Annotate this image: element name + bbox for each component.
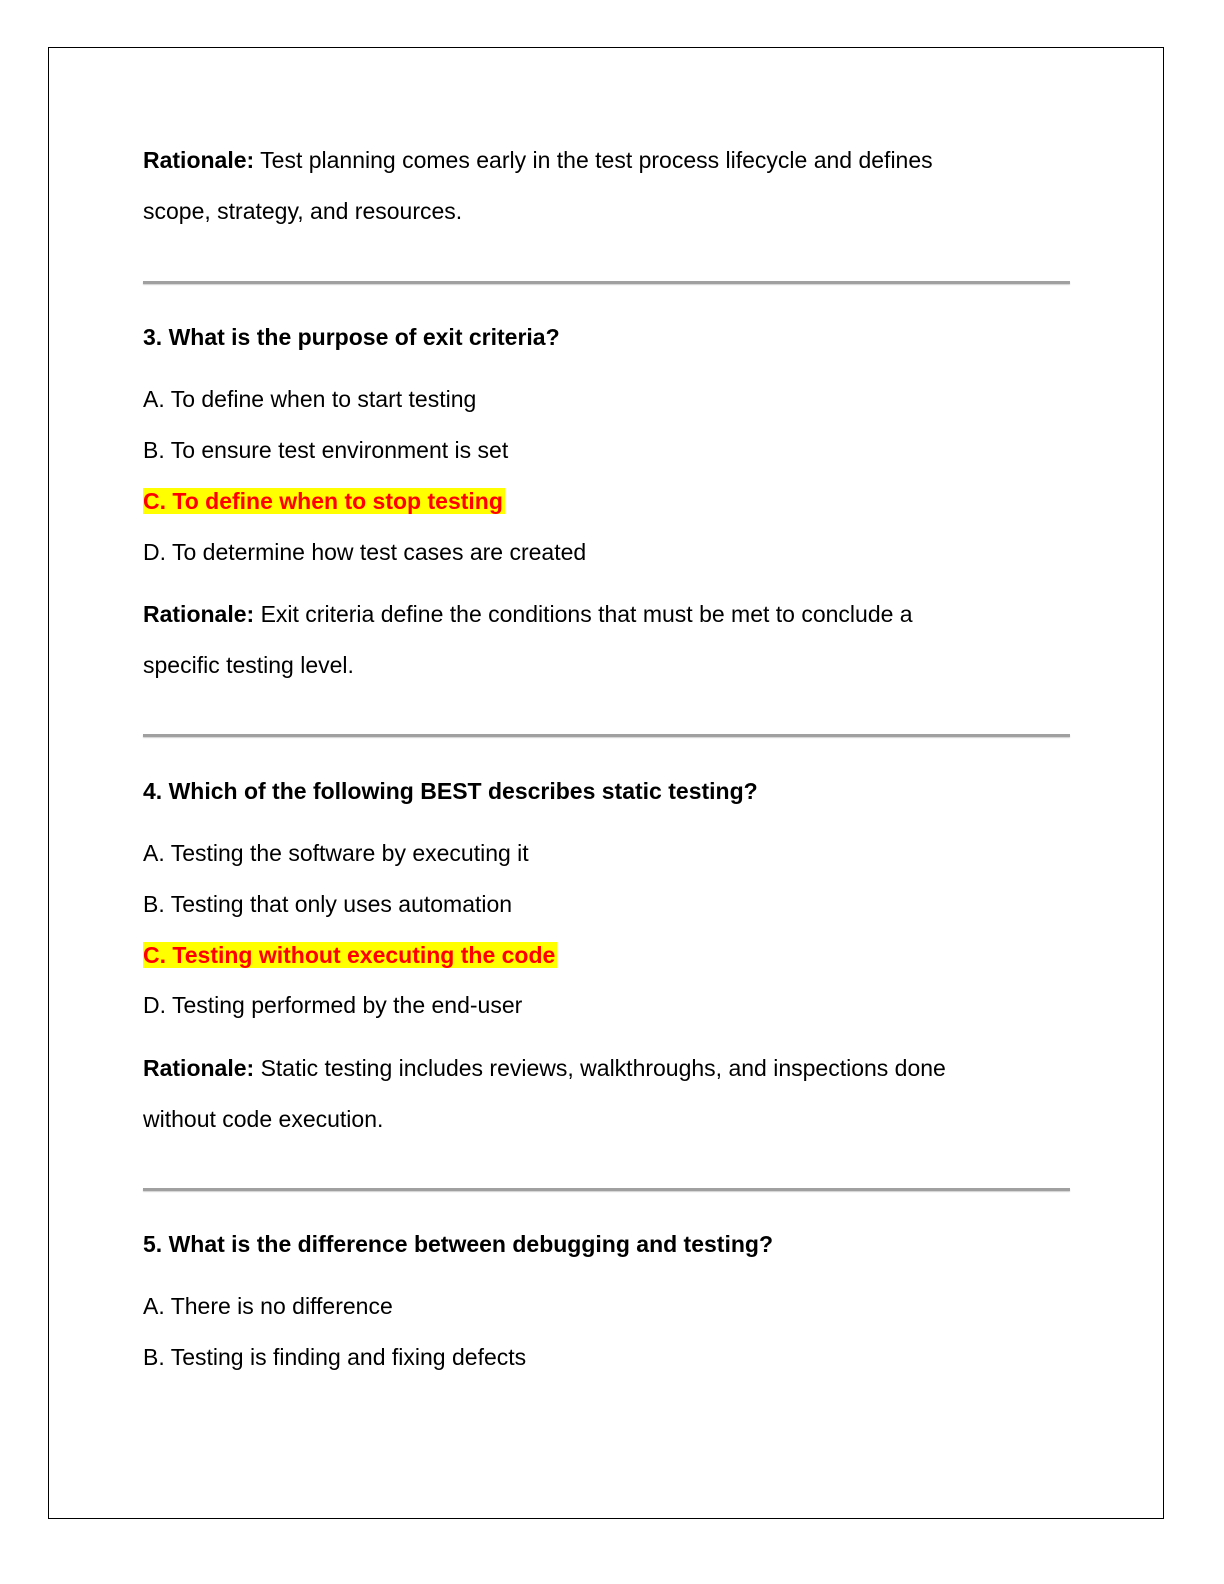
- rationale-q2: [143, 145, 933, 175]
- q4-option-a: A. Testing the software by executing it: [143, 840, 529, 866]
- divider: [143, 281, 1070, 284]
- rationale-text-cont: without code execution.: [143, 1106, 384, 1132]
- q4-option-c-correct: [143, 940, 557, 970]
- q5-option-a: A. There is no difference: [143, 1293, 393, 1319]
- q3-option-c-correct: [143, 486, 505, 516]
- rationale-text: Static testing includes reviews, walkthroughs, and inspections done: [260, 1055, 946, 1081]
- q5-option-b: B. Testing is finding and fixing defects: [143, 1344, 527, 1370]
- rationale-label: Rationale:: [143, 1055, 255, 1081]
- question-5: 5. What is the difference between debugging and testing?: [143, 1231, 773, 1257]
- q4-option-b: B. Testing that only uses automation: [143, 891, 513, 917]
- q3-option-b: B. To ensure test environment is set: [143, 437, 509, 463]
- rationale-label: Rationale:: [143, 147, 255, 173]
- question-4: 4. Which of the following BEST describes static testing?: [143, 778, 758, 804]
- rationale-text: Exit criteria define the conditions that must be met to conclude a: [260, 601, 913, 627]
- q3-option-a: A. To define when to start testing: [143, 386, 477, 412]
- q3-option-d: D. To determine how test cases are created: [143, 539, 587, 565]
- rationale-text-cont: scope, strategy, and resources.: [143, 198, 463, 224]
- rationale-label: Rationale:: [143, 601, 255, 627]
- rationale-q3: [143, 599, 913, 629]
- correct-answer-highlight: C. To define when to stop testing: [143, 488, 503, 514]
- rationale-q4: [143, 1053, 946, 1083]
- divider: [143, 1188, 1070, 1191]
- q4-option-d: D. Testing performed by the end-user: [143, 992, 523, 1018]
- rationale-text-cont: specific testing level.: [143, 652, 354, 678]
- correct-answer-highlight: C. Testing without executing the code: [143, 942, 556, 968]
- rationale-text: Test planning comes early in the test process lifecycle and defines: [260, 147, 933, 173]
- divider: [143, 734, 1070, 737]
- question-3: 3. What is the purpose of exit criteria?: [143, 324, 560, 350]
